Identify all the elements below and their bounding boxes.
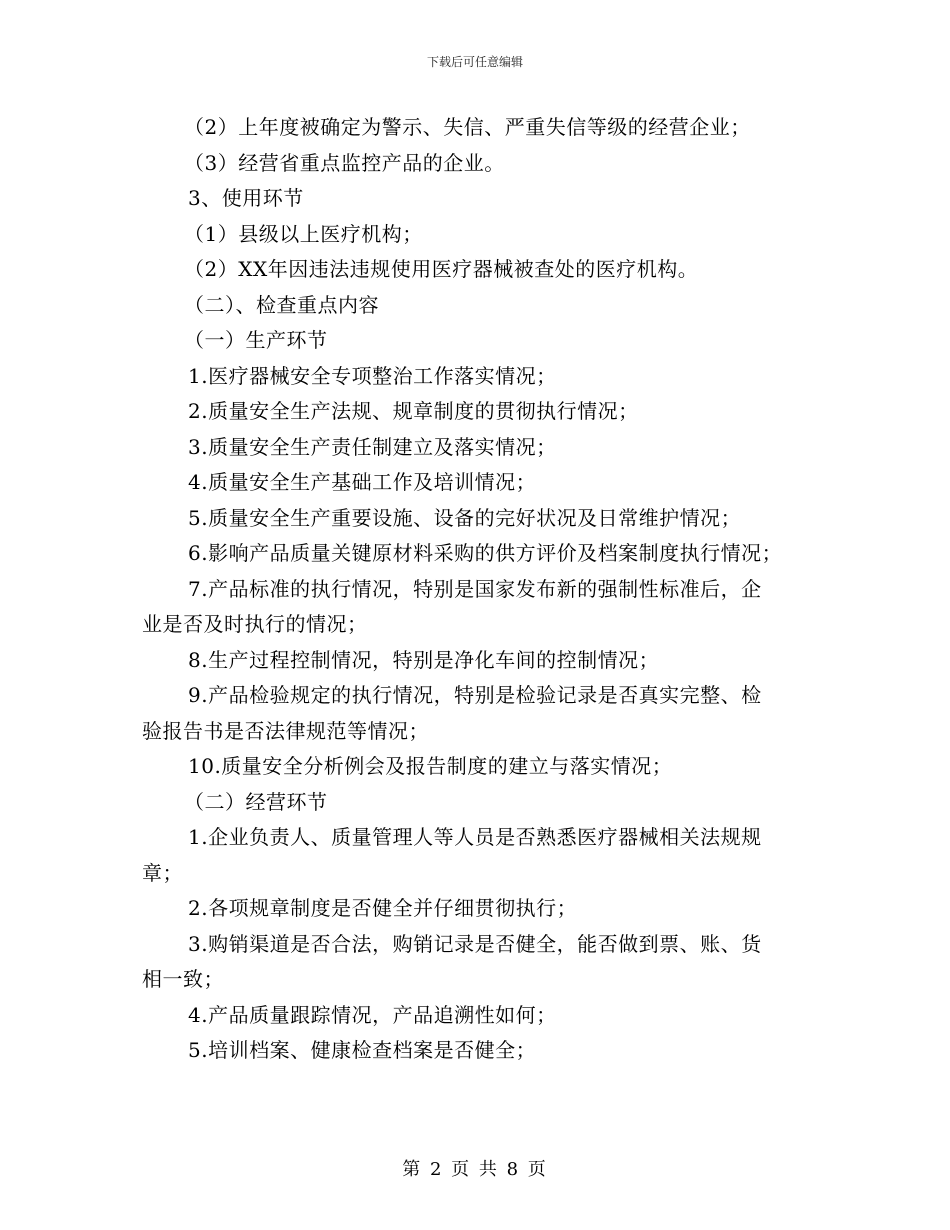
text-line: 5.质量安全生产重要设施、设备的完好状况及日常维护情况； xyxy=(188,505,742,530)
text-line: 5.培训档案、健康检查档案是否健全； xyxy=(188,1038,537,1062)
text-line: 6.影响产品质量关键原材料采购的供方评价及档案制度执行情况； xyxy=(188,541,783,565)
page-footer: 第 2 页 共 8 页 xyxy=(402,1159,548,1180)
text-line: 7.产品标准的执行情况，特别是国家发布新的强制性标准后，企 xyxy=(188,576,762,601)
document-body xyxy=(142,110,802,1069)
text-line: 章； xyxy=(142,860,183,885)
text-line: （2）上年度被确定为警示、失信、严重失信等级的经营企业； xyxy=(184,115,751,139)
text-line: （二）经营环节 xyxy=(184,789,328,814)
text-line: 2.各项规章制度是否健全并仔细贯彻执行； xyxy=(188,896,578,920)
text-line: 4.质量安全生产基础工作及培训情况； xyxy=(188,470,537,494)
text-line: （二）、检查重点内容 xyxy=(184,292,379,317)
text-line: （1）县级以上医疗机构； xyxy=(184,221,423,246)
text-line: 8.生产过程控制情况，特别是净化车间的控制情况； xyxy=(188,647,660,672)
text-line: 3、使用环节 xyxy=(188,186,304,210)
text-line: 1.医疗器械安全专项整治工作落实情况； xyxy=(188,363,557,388)
text-line: 4.产品质量跟踪情况，产品追溯性如何； xyxy=(188,1002,557,1027)
text-line: 相一致； xyxy=(142,967,224,991)
text-line: 3.购销渠道是否合法，购销记录是否健全，能否做到票、账、货 xyxy=(188,931,762,956)
text-line: 9.产品检验规定的执行情况，特别是检验记录是否真实完整、检 xyxy=(188,683,762,707)
text-line: 业是否及时执行的情况； xyxy=(142,612,368,636)
text-line: 1.企业负责人、质量管理人等人员是否熟悉医疗器械相关法规规 xyxy=(188,825,762,849)
text-line: 验报告书是否法律规范等情况； xyxy=(142,718,429,743)
text-line: 2.质量安全生产法规、规章制度的贯彻执行情况； xyxy=(188,399,639,423)
text-line: 3.质量安全生产责任制建立及落实情况； xyxy=(188,434,557,459)
text-line: （一）生产环节 xyxy=(184,328,328,352)
text-line: （3）经营省重点监控产品的企业。 xyxy=(184,150,505,175)
text-line: （2）XX年因违法违规使用医疗器械被查处的医疗机构。 xyxy=(184,257,699,281)
text-line: 10.质量安全分析例会及报告制度的建立与落实情况； xyxy=(188,754,673,778)
page-header: 下载后可任意编辑 xyxy=(426,55,523,69)
